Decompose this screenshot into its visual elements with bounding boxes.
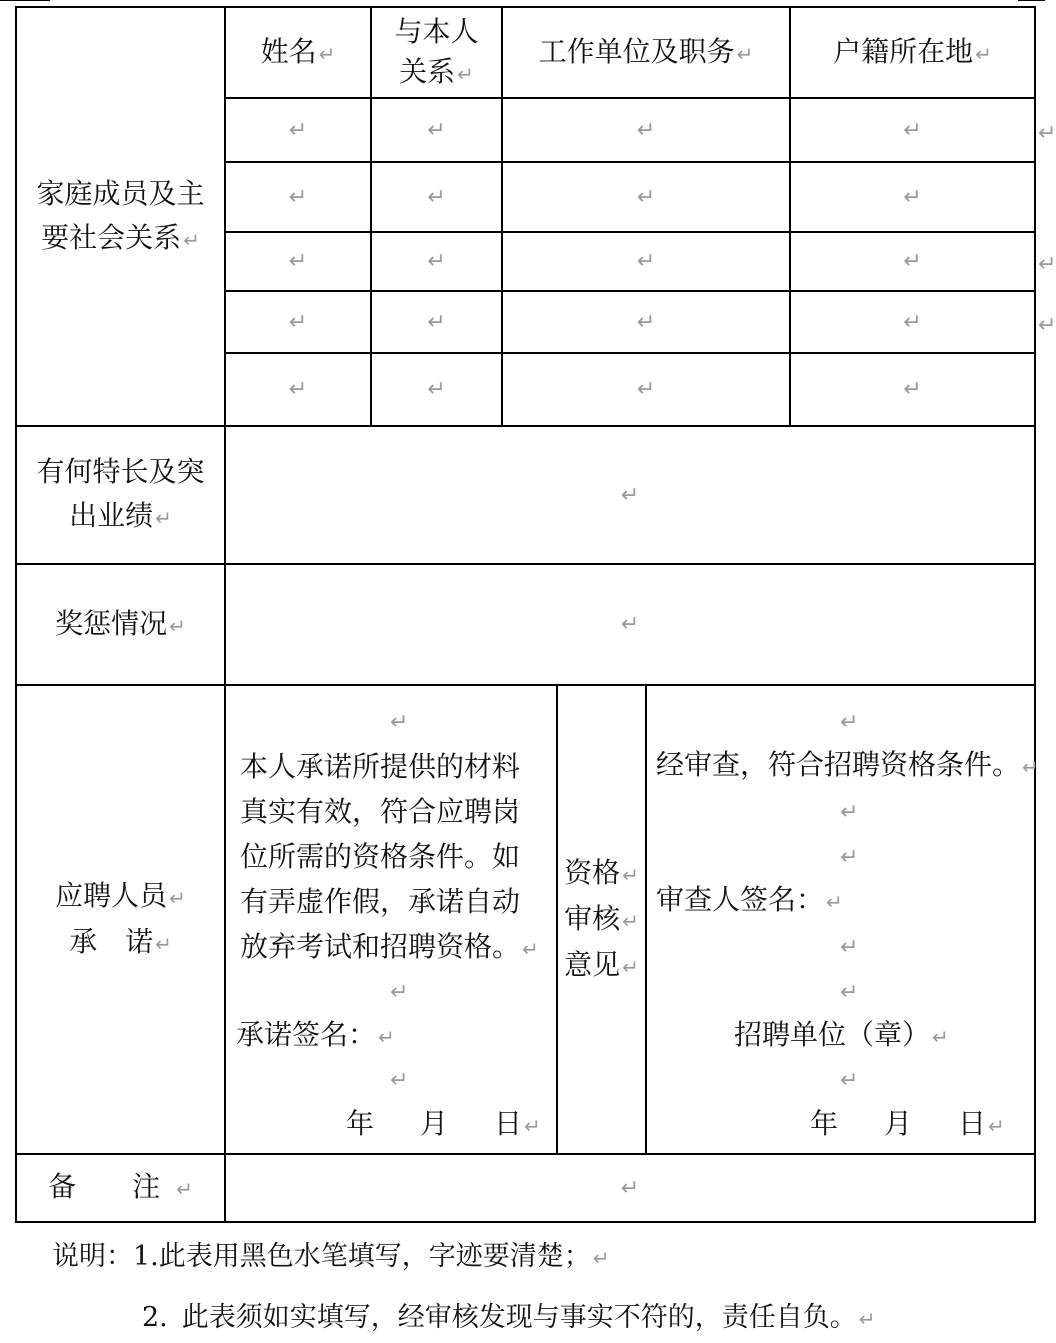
paragraph-mark-icon: ↵: [903, 309, 922, 335]
table-row-4-relation[interactable]: [372, 292, 501, 352]
commitment-year: 年: [346, 1107, 375, 1140]
paragraph-mark-icon: ↵: [288, 184, 308, 210]
paragraph-mark-icon: ↵: [636, 117, 656, 143]
review-text: 经审查，符合招聘资格条件。: [656, 748, 1021, 781]
table-row-3-work[interactable]: [503, 233, 789, 290]
review-blank-mark-4: ↵: [840, 935, 859, 960]
specialty-label-cell: [17, 427, 224, 563]
family-label-line2: 要社会关系: [41, 220, 182, 254]
rewards-value-cell[interactable]: [226, 565, 1034, 684]
table-row-1-name[interactable]: [226, 99, 370, 161]
table-top-stub-right: [1018, 0, 1045, 1]
paragraph-mark-icon: ↵: [903, 377, 922, 402]
paragraph-mark-icon: ↵: [288, 117, 308, 143]
review-blank-mark-3: ↵: [840, 845, 859, 870]
paragraph-mark-icon: ↵: [903, 117, 922, 143]
paragraph-mark-icon: ↵: [427, 117, 446, 143]
table-row-3-name[interactable]: [226, 233, 370, 290]
table-row-2-work[interactable]: [503, 163, 789, 231]
paragraph-mark-icon: ↵: [988, 1114, 1005, 1138]
table-row-4-work[interactable]: [503, 292, 789, 352]
commitment-blank-mark-1: ↵: [390, 710, 409, 735]
review-blank-mark-6: ↵: [840, 1068, 859, 1093]
table-top-stub-left: [0, 0, 50, 1]
paragraph-mark-icon: ↵: [903, 249, 922, 274]
paragraph-mark-icon: ↵: [427, 377, 446, 402]
table-row-3-hukou[interactable]: [791, 233, 1034, 290]
paragraph-mark-icon: ↵: [932, 1025, 949, 1049]
paragraph-mark-icon: ↵: [427, 249, 446, 274]
paragraph-mark-icon: ↵: [903, 184, 922, 210]
note-2-text: 此表须如实填写，经审核发现与事实不符的，责任自负。: [181, 1302, 857, 1333]
commitment-text-line-4: 有弄虚作假，承诺自动: [240, 885, 521, 918]
commitment-label-line2: 承 诺: [69, 924, 154, 958]
paragraph-mark-icon: ↵: [622, 908, 639, 933]
table-row-2-name[interactable]: [226, 163, 370, 231]
paragraph-mark-icon: ↵: [636, 377, 656, 402]
paragraph-mark-icon: ↵: [620, 482, 640, 508]
note-2-number: 2.: [142, 1302, 168, 1333]
commitment-text-line-1: 本人承诺所提供的材料: [240, 750, 521, 783]
commitment-month: 月: [420, 1107, 449, 1140]
header-work-cell: [503, 8, 789, 97]
review-date-line[interactable]: [810, 1104, 1005, 1146]
row-end-mark-4: ↵: [1038, 313, 1056, 338]
paragraph-mark-icon: ↵: [288, 377, 308, 402]
review-month: 月: [884, 1107, 913, 1140]
paragraph-mark-icon: ↵: [427, 309, 446, 335]
note-prefix: 说明：: [52, 1241, 133, 1272]
commitment-day: 日: [494, 1107, 523, 1140]
header-relation-line2: 关系: [399, 54, 456, 88]
header-hukou: 户籍所在地: [833, 34, 974, 68]
paragraph-mark-icon: ↵: [169, 613, 186, 638]
review-unit-line[interactable]: [734, 1015, 949, 1057]
note-line-2: [142, 1298, 876, 1339]
paragraph-mark-icon: ↵: [155, 931, 172, 956]
specialty-label-line1: 有何特长及突: [36, 455, 205, 488]
specialty-label-line2: 出业绩: [69, 499, 154, 532]
header-relation-line1: 与本人: [394, 14, 479, 48]
commitment-label-line1: 应聘人员: [55, 878, 168, 912]
row-end-mark-3: ↵: [1038, 252, 1056, 277]
reviewer-sign-label: 审查人签名：: [656, 883, 825, 916]
paragraph-mark-icon: ↵: [288, 249, 308, 274]
specialty-value-cell[interactable]: [226, 427, 1034, 563]
table-row-4-hukou[interactable]: [791, 292, 1034, 352]
paragraph-mark-icon: ↵: [427, 184, 446, 210]
paragraph-mark-icon: ↵: [378, 1025, 395, 1049]
review-label-char-1: 资格: [564, 855, 621, 889]
header-name: 姓名: [260, 34, 317, 68]
paragraph-mark-icon: ↵: [318, 41, 336, 66]
commitment-date-line[interactable]: [346, 1104, 541, 1146]
family-label-line1: 家庭成员及主: [36, 176, 205, 210]
col-divider-review-label: [645, 684, 647, 1155]
paragraph-mark-icon: ↵: [169, 885, 186, 910]
row-end-mark-1: ↵: [1038, 121, 1056, 146]
table-row-1-work[interactable]: [503, 99, 789, 161]
review-label-char-2: 审核: [564, 901, 621, 935]
review-blank-mark-2: ↵: [840, 800, 859, 825]
paragraph-mark-icon: ↵: [522, 937, 539, 961]
reviewer-sign-line[interactable]: [656, 880, 843, 922]
paragraph-mark-icon: ↵: [736, 41, 754, 66]
table-right-border: [1034, 6, 1036, 1223]
paragraph-mark-icon: ↵: [826, 890, 843, 914]
commitment-text-line-3: 位所需的资格条件。如: [240, 840, 521, 873]
header-relation-cell: [372, 8, 501, 97]
paragraph-mark-icon: ↵: [620, 612, 640, 637]
paragraph-mark-icon: ↵: [457, 61, 474, 86]
paragraph-mark-icon: ↵: [155, 506, 172, 530]
commitment-text-line-5: 放弃考试和招聘资格。: [240, 930, 521, 963]
review-label-cell: [558, 686, 645, 1153]
commitment-sign-label: 承诺签名：: [236, 1018, 377, 1051]
table-row-2-hukou[interactable]: [791, 163, 1034, 231]
rewards-label: 奖惩情况: [55, 606, 168, 640]
review-unit-label: 招聘单位（章）: [734, 1018, 931, 1051]
paragraph-mark-icon: ↵: [636, 249, 656, 274]
review-label-char-3: 意见: [564, 947, 621, 981]
paragraph-mark-icon: ↵: [620, 1175, 640, 1201]
paragraph-mark-icon: ↵: [592, 1246, 610, 1270]
note-1-number: 1.: [133, 1241, 159, 1272]
commitment-text: [240, 744, 555, 972]
rewards-label-cell: [17, 565, 224, 684]
commitment-sign-line[interactable]: [236, 1015, 395, 1057]
family-label-cell: [17, 8, 224, 425]
remarks-value-cell[interactable]: [226, 1155, 1034, 1221]
table-row-5-hukou[interactable]: [791, 354, 1034, 425]
header-hukou-cell: [791, 8, 1034, 97]
paragraph-mark-icon: ↵: [288, 309, 308, 335]
paragraph-mark-icon: ↵: [183, 227, 200, 252]
paragraph-mark-icon: ↵: [636, 309, 656, 335]
table-row-1-relation[interactable]: [372, 99, 501, 161]
paragraph-mark-icon: ↵: [858, 1307, 876, 1331]
commitment-blank-mark-2: ↵: [390, 980, 409, 1005]
note-1-text: 此表用黑色水笔填写，字迹要清楚；: [158, 1241, 591, 1272]
paragraph-mark-icon: ↵: [975, 41, 992, 66]
table-row-5-work[interactable]: [503, 354, 789, 425]
paragraph-mark-icon: ↵: [176, 1177, 193, 1201]
paragraph-mark-icon: ↵: [622, 862, 639, 887]
paragraph-mark-icon: ↵: [524, 1114, 541, 1138]
table-row-1-hukou[interactable]: [791, 99, 1034, 161]
review-year: 年: [810, 1107, 839, 1140]
review-day: 日: [958, 1107, 987, 1140]
remarks-label-cell: [17, 1155, 224, 1221]
review-blank-mark-1: ↵: [840, 710, 859, 735]
paragraph-mark-icon: ↵: [622, 954, 639, 979]
table-row-3-relation[interactable]: [372, 233, 501, 290]
commitment-text-line-2: 真实有效，符合应聘岗: [240, 795, 521, 828]
table-bottom-border: [15, 1221, 1036, 1223]
review-text-line: [656, 745, 1039, 787]
table-row-5-name[interactable]: [226, 354, 370, 425]
table-row-5-relation[interactable]: [372, 354, 501, 425]
review-blank-mark-5: ↵: [840, 980, 859, 1005]
paragraph-mark-icon: ↵: [1022, 755, 1039, 779]
table-row-2-relation[interactable]: [372, 163, 501, 231]
header-name-cell: [226, 8, 370, 97]
table-row-4-name[interactable]: [226, 292, 370, 352]
note-line-1: [52, 1237, 610, 1278]
commitment-blank-mark-3: ↵: [390, 1068, 409, 1093]
remarks-label: 备 注: [48, 1170, 175, 1203]
header-work: 工作单位及职务: [538, 34, 735, 68]
commitment-label-cell: [17, 686, 224, 1153]
paragraph-mark-icon: ↵: [636, 184, 656, 210]
